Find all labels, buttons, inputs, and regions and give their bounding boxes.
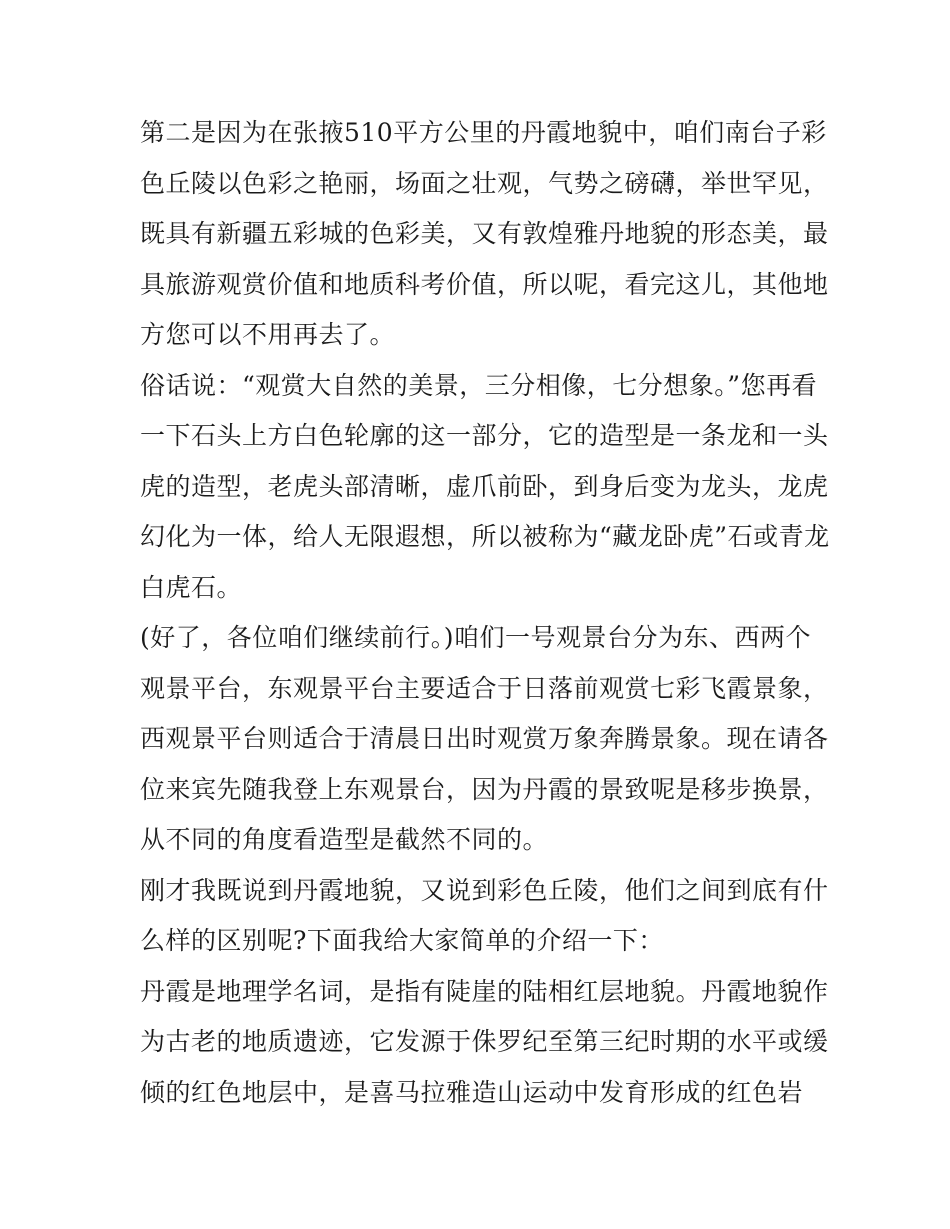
paragraph-observation-deck <box>140 613 829 866</box>
text-line: 么样的区别呢?下面我给大家简单的介绍一下： <box>140 926 664 955</box>
text-line: 倾的红色地层中，是喜马拉雅造山运动中发育形成的红色岩 <box>140 1077 804 1107</box>
text-line: 丹霞是地理学名词，是指有陡崖的陆相红层地貌。丹霞地貌作 <box>140 976 829 1006</box>
text-line: 西观景平台则适合于清晨日出时观赏万象奔腾景象。现在请各 <box>140 724 829 753</box>
paragraph-dragon-tiger-stone <box>140 361 830 614</box>
text-line: 刚才我既说到丹霞地貌，又说到彩色丘陵，他们之间到底有什 <box>140 875 829 905</box>
document-page <box>140 108 830 1118</box>
paragraph-danxia-scale <box>140 108 829 361</box>
text-line: 为古老的地质遗迹，它发源于侏罗纪至第三纪时期的水平或缓 <box>140 1027 829 1056</box>
text-line: 位来宾先随我登上东观景台，因为丹霞的景致呢是移步换景， <box>140 774 829 804</box>
text-line: 俗话说：“观赏大自然的美景，三分相像，七分想象。”您再看 <box>140 370 818 400</box>
text-line: 观景平台，东观景平台主要适合于日落前观赏七彩飞霞景象， <box>140 673 829 703</box>
text-line: 既具有新疆五彩城的色彩美，又有敦煌雅丹地貌的形态美，最 <box>140 219 829 248</box>
text-line: 从不同的角度看造型是截然不同的。 <box>140 825 549 854</box>
text-line: 具旅游观赏价值和地质科考价值，所以呢，看完这儿，其他地 <box>140 269 829 299</box>
text-line: (好了，各位咱们继续前行。)咱们一号观景台分为东、西两个 <box>140 623 812 652</box>
text-line: 幻化为一体，给人无限遐想，所以被称为“藏龙卧虎”石或青龙 <box>140 522 830 551</box>
text-line: 色丘陵以色彩之艳丽，场面之壮观，气势之磅礴，举世罕见， <box>140 168 829 198</box>
text-line: 第二是因为在张掖510平方公里的丹霞地貌中，咱们南台子彩 <box>140 118 827 147</box>
text-line: 一下石头上方白色轮廓的这一部分，它的造型是一条龙和一头 <box>140 421 829 450</box>
paragraph-danxia-definition <box>140 967 829 1119</box>
text-line: 方您可以不用再去了。 <box>140 320 396 349</box>
text-line: 白虎石。 <box>140 572 243 602</box>
text-line: 虎的造型，老虎头部清晰，虚爪前卧，到身后变为龙头，龙虎 <box>140 471 829 501</box>
paragraph-difference-question <box>140 866 829 967</box>
